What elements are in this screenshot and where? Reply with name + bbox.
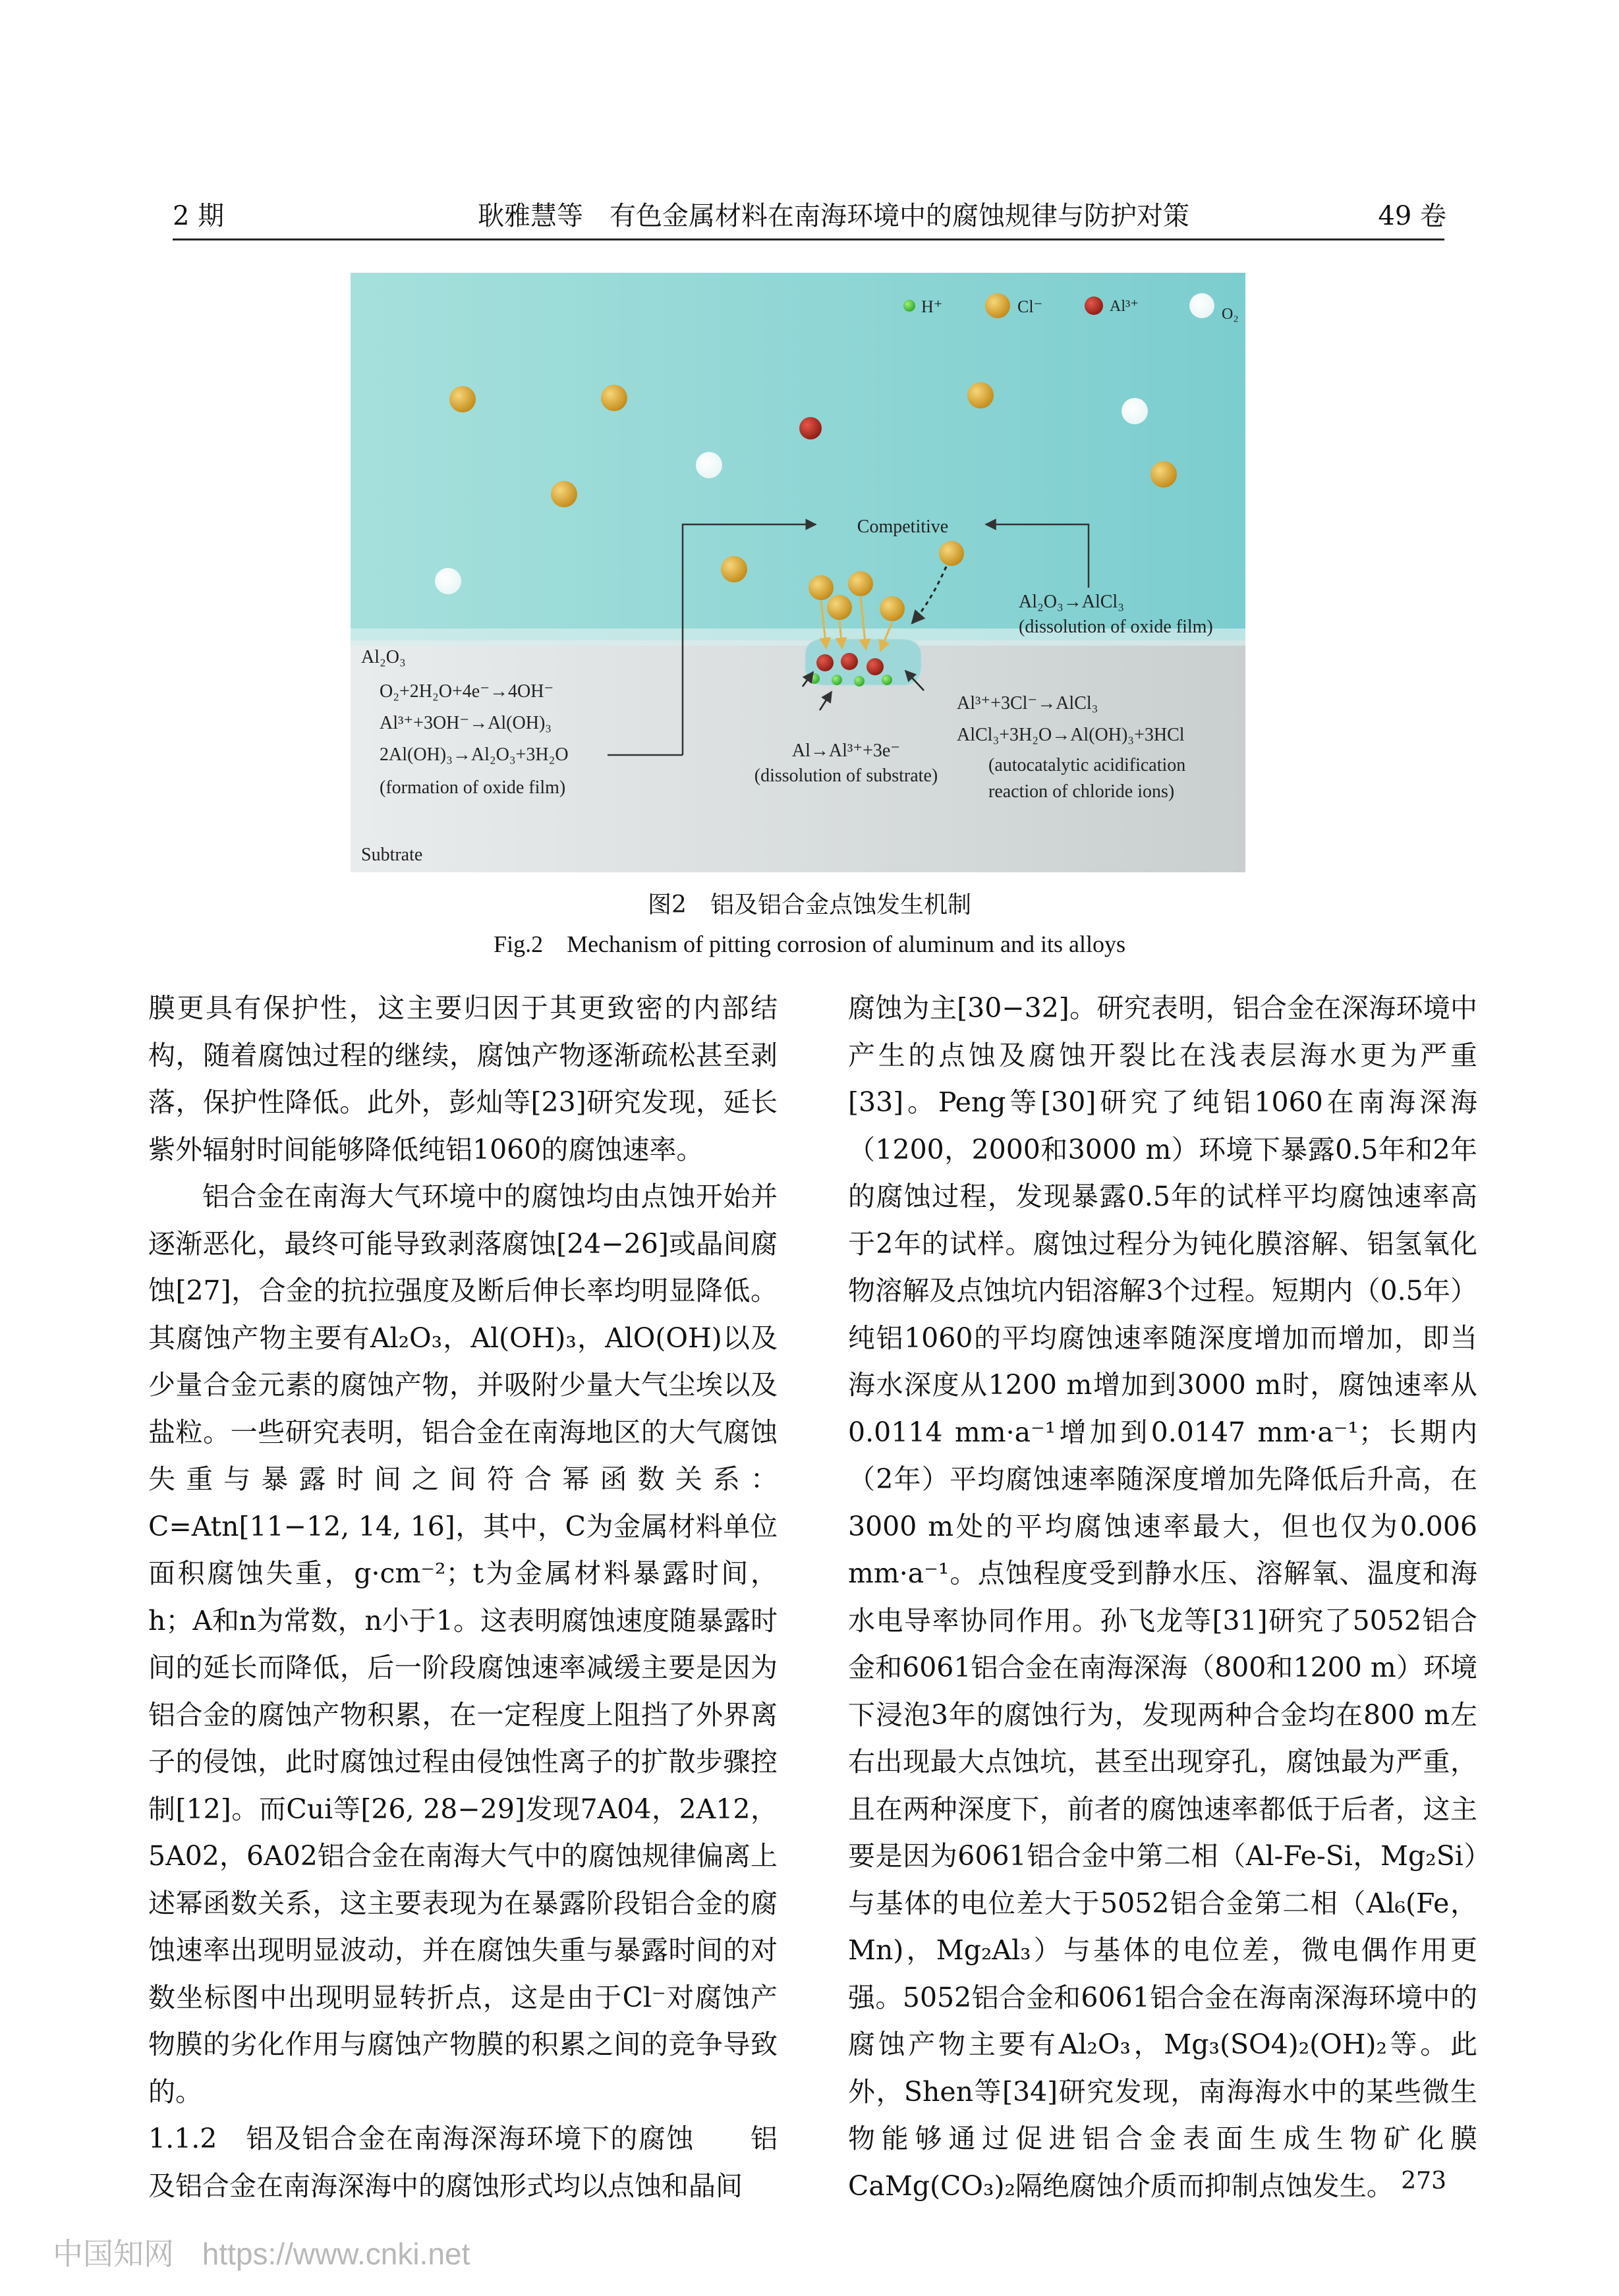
body-column-left [148,985,778,2210]
cl-ion [551,481,577,507]
cl-ion [967,382,994,408]
al-ion [816,654,834,671]
h-ion [832,675,842,685]
cnki-url[interactable]: https://www.cnki.net [202,2237,470,2271]
legend-o2: O₂ [1222,306,1239,323]
cl-ion [939,541,964,566]
oxide-dissolution-note: (dissolution of oxide film) [1019,617,1213,637]
cl-ion [449,386,476,412]
o2-molecule [1122,398,1148,424]
body-column-right [848,985,1477,2210]
figure-caption-en: Fig.2 Mechanism of pitting corrosion of aluminum and its alloys [494,931,1125,957]
legend-cl: Cl⁻ [1017,297,1043,316]
o2-molecule [435,568,461,594]
cl-ion-icon [985,293,1010,318]
issue-label: 2 期 [173,201,225,231]
cl-ion [827,595,852,620]
competitive-label: Competitive [857,517,949,537]
al-ion [799,417,822,439]
running-title: 耿雅慧等 有色金属材料在南海环境中的腐蚀规律与防护对策 [478,201,1189,231]
legend-h: H⁺ [921,297,943,316]
volume-label: 49 卷 [1378,201,1446,231]
h-ion [882,675,892,685]
o2-icon [1189,293,1214,318]
al-ion-icon [1085,296,1103,315]
al-ion [841,653,858,670]
cnki-logo: 中国知网 [53,2236,174,2272]
cl-ion [809,575,834,600]
cl-ion [721,556,747,582]
substrate-label: Subtrate [361,845,423,865]
cl-ion [601,385,627,411]
paragraph: 腐蚀为主[30−32]。研究表明，铝合金在深海环境中产生的点蚀及腐蚀开裂比在浅表层海水更为严重[33]。Peng等[30]研究了纯铝1060在南海深海（1200，2000和3000 m）环境下暴露0.5年和2年的腐蚀过程，发现暴露0.5年的试样平均腐蚀速率高于2年的试样。腐蚀过程分为钝化膜溶解、铝氢氧化物溶解及点蚀坑内铝溶解3个过程。短期内（0.5年）纯铝1060的平均腐蚀速率随深度增加而增加，即当海水深度从1200 m增加到3000 m时，腐蚀速率从0.0114 mm·a⁻¹增加到0.0147 mm·a⁻¹；长期内（2年）平均腐蚀速率随深度增加先降低后升高，在3000 m处的平均腐蚀速率最大，但也仅为0.006 mm·a⁻¹。点蚀程度受到静水压、溶解氧、温度和海水电导率协同作用。孙飞龙等[31]研究了5052铝合金和6061铝合金在南海深海（800和1200 m）环境下浸泡3年的腐蚀行为，发现两种合金均在800 m左右出现最大点蚀坑，甚至出现穿孔，腐蚀最为严重，且在两种深度下，前者的腐蚀速率都低于后者，这主要是因为6061铝合金中第二相（Al-Fe-Si，Mg₂Si）与基体的电位差大于5052铝合金第二相（Al₆(Fe，Mn)，Mg₂Al₃）与基体的电位差，微电偶作用更强。5052铝合金和6061铝合金在海南深海环境中的腐蚀产物主要有Al₂O₃，Mg₃(SO4)₂(OH)₂等。此外，Shen等[34]研究发现，南海海水中的某些微生物能够通过促进铝合金表面生成生物矿化膜CaMg(CO₃)₂隔绝腐蚀介质而抑制点蚀发生。 [848,992,1477,2202]
cl-ion [880,596,905,621]
figure-caption-cn: 图2 铝及铝合金点蚀发生机制 [648,891,971,918]
substrate-dissolution-eq: Al→Al³⁺+3e⁻ [791,741,901,761]
section-heading-paragraph: 1.1.2 铝及铝合金在南海深海环境下的腐蚀 铝及铝合金在南海深海中的腐蚀形式均以点蚀和晶间 [148,2123,778,2202]
substrate-dissolution-note: (dissolution of substrate) [754,766,938,786]
seawater-layer [351,273,1245,642]
acidification-note-1: (autocatalytic acidification [988,755,1186,775]
watermark-footer [53,2230,470,2274]
formation-eq-2: Al³⁺+3OH⁻→Al(OH)₃ [380,713,552,733]
pitting-mechanism-figure [351,273,1245,872]
cl-ion [1150,461,1177,488]
acidification-note-2: reaction of chloride ions) [988,781,1175,802]
paragraph: 膜更具有保护性，这主要归因于其更致密的内部结构，随着腐蚀过程的继续，腐蚀产物逐渐疏松甚至剥落，保护性降低。此外，彭灿等[23]研究发现，延长紫外辐射时间能够降低纯铝1060的腐蚀速率。 [148,992,778,1165]
o2-molecule [696,452,722,478]
page-number: 273 [1401,2168,1446,2195]
formation-eq-3: 2Al(OH)₃→Al₂O₃+3H₂O [380,744,569,765]
paragraph: 铝合金在南海大气环境中的腐蚀均由点蚀开始并逐渐恶化，最终可能导致剥落腐蚀[24−26]或晶间腐蚀[27]，合金的抗拉强度及断后伸长率均明显降低。其腐蚀产物主要有Al₂O₃，Al(OH)₃，AlO(OH)以及少量合金元素的腐蚀产物，并吸附少量大气尘埃以及盐粒。一些研究表明，铝合金在南海地区的大气腐蚀失重与暴露时间之间符合幂函数关系：C=Atn[11−12, 14, 16]，其中，C为金属材料单位面积腐蚀失重，g·cm⁻²；t为金属材料暴露时间，h；A和n为常数，n小于1。这表明腐蚀速度随暴露时间的延长而降低，后一阶段腐蚀速率减缓主要是因为铝合金的腐蚀产物积累，在一定程度上阻挡了外界离子的侵蚀，此时腐蚀过程由侵蚀性离子的扩散步骤控制[12]。而Cui等[26, 28−29]发现7A04，2A12，5A02，6A02铝合金在南海大气中的腐蚀规律偏离上述幂函数关系，这主要表现为在暴露阶段铝合金的腐蚀速率出现明显波动，并在腐蚀失重与暴露时间的对数坐标图中出现明显转折点，这是由于Cl⁻对腐蚀产物膜的劣化作用与腐蚀产物膜的积累之间的竞争导致的。 [148,1181,778,2108]
acidification-eq-1: Al³⁺+3Cl⁻→AlCl₃ [957,693,1098,714]
oxide-dissolution-eq: Al₂O₃→AlCl₃ [1019,592,1124,612]
h-ion [854,676,865,686]
formation-note: (formation of oxide film) [380,777,566,798]
legend-al: Al³⁺ [1110,298,1139,315]
acidification-eq-2: AlCl₃+3H₂O→Al(OH)₃+3HCl [957,725,1185,745]
header-rule [173,238,1444,240]
al2o3-label: Al₂O₃ [361,647,406,667]
cl-ion [848,571,873,596]
al-ion [866,658,884,675]
formation-eq-1: O₂+2H₂O+4e⁻→4OH⁻ [380,681,554,702]
h-ion-icon [903,300,915,312]
